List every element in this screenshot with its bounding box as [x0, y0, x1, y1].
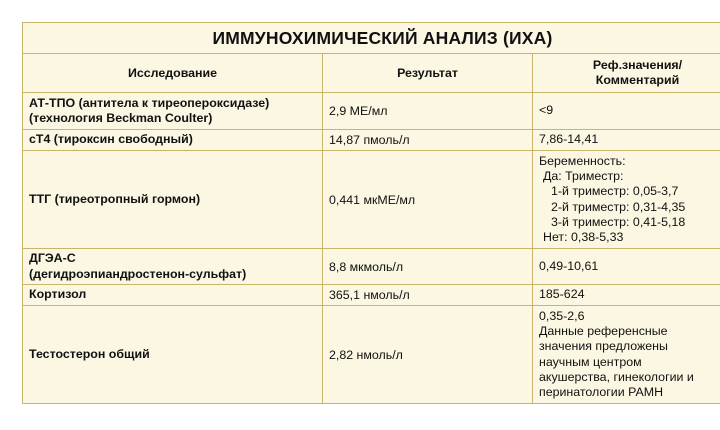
header-study: Исследование — [23, 54, 323, 93]
table-row — [23, 306, 720, 404]
table-row — [23, 249, 720, 285]
table-row — [23, 130, 720, 151]
reference-line: <9 — [539, 103, 554, 118]
study-name-line: сТ4 (тироксин свободный) — [29, 132, 193, 147]
study-name — [23, 285, 323, 306]
reference-value — [533, 285, 720, 306]
reference-line: научным центром — [539, 354, 642, 369]
header-reference-line2: Комментарий — [595, 73, 680, 87]
reference-line: Данные референсные — [539, 324, 668, 339]
reference-line: 0,49-10,61 — [539, 258, 599, 273]
reference-line: 2-й триместр: 0,31-4,35 — [551, 199, 686, 214]
study-name-line: ТТГ (тиреотропный гормон) — [29, 191, 201, 206]
result-value: 8,8 мкмоль/л — [323, 249, 533, 285]
header-row — [23, 54, 720, 93]
reference-line: 1-й триместр: 0,05-3,7 — [551, 184, 679, 199]
reference-line: перинатологии РАМН — [539, 384, 664, 399]
reference-line: 3-й триместр: 0,41-5,18 — [551, 214, 686, 229]
result-value: 2,9 МЕ/мл — [323, 93, 533, 130]
reference-line: Да: Триместр: — [543, 169, 624, 184]
study-name-line: (технология Beckman Coulter) — [29, 111, 213, 125]
study-name — [23, 306, 323, 404]
table-row — [23, 151, 720, 249]
title-row — [23, 23, 720, 54]
reference-line: Беременность: — [539, 153, 626, 168]
study-name-line: АТ-ТПО (антитела к тиреопероксидазе) — [29, 95, 270, 110]
reference-value — [533, 130, 720, 151]
table-title: ИММУНОХИМИЧЕСКИЙ АНАЛИЗ (ИХА) — [23, 23, 720, 54]
reference-line: акушерства, гинекологии и — [539, 369, 694, 384]
result-value: 14,87 пмоль/л — [323, 130, 533, 151]
study-name-line: ДГЭА-С — [29, 251, 76, 266]
header-reference — [533, 54, 720, 93]
reference-line: значения предложены — [539, 339, 668, 354]
reference-value — [533, 306, 720, 404]
study-name — [23, 130, 323, 151]
reference-value — [533, 151, 720, 249]
header-result: Результат — [323, 54, 533, 93]
study-name-line: Тестостерон общий — [29, 346, 150, 361]
study-name — [23, 93, 323, 130]
study-name-line: (дегидроэпиандростенон-сульфат) — [29, 266, 247, 281]
reference-value — [533, 249, 720, 285]
result-value: 365,1 нмоль/л — [323, 285, 533, 306]
result-value: 0,441 мкМЕ/мл — [323, 151, 533, 249]
reference-line: Нет: 0,38-5,33 — [543, 229, 624, 244]
reference-value — [533, 93, 720, 130]
study-name — [23, 151, 323, 249]
lab-results-table — [22, 22, 720, 404]
reference-line: 185-624 — [539, 287, 585, 302]
reference-line: 0,35-2,6 — [539, 308, 585, 323]
header-reference-line1: Реф.значения/ — [592, 57, 683, 72]
table-row — [23, 93, 720, 130]
table-row — [23, 285, 720, 306]
result-value: 2,82 нмоль/л — [323, 306, 533, 404]
study-name — [23, 249, 323, 285]
study-name-line: Кортизол — [29, 287, 87, 302]
reference-line: 7,86-14,41 — [539, 132, 599, 147]
